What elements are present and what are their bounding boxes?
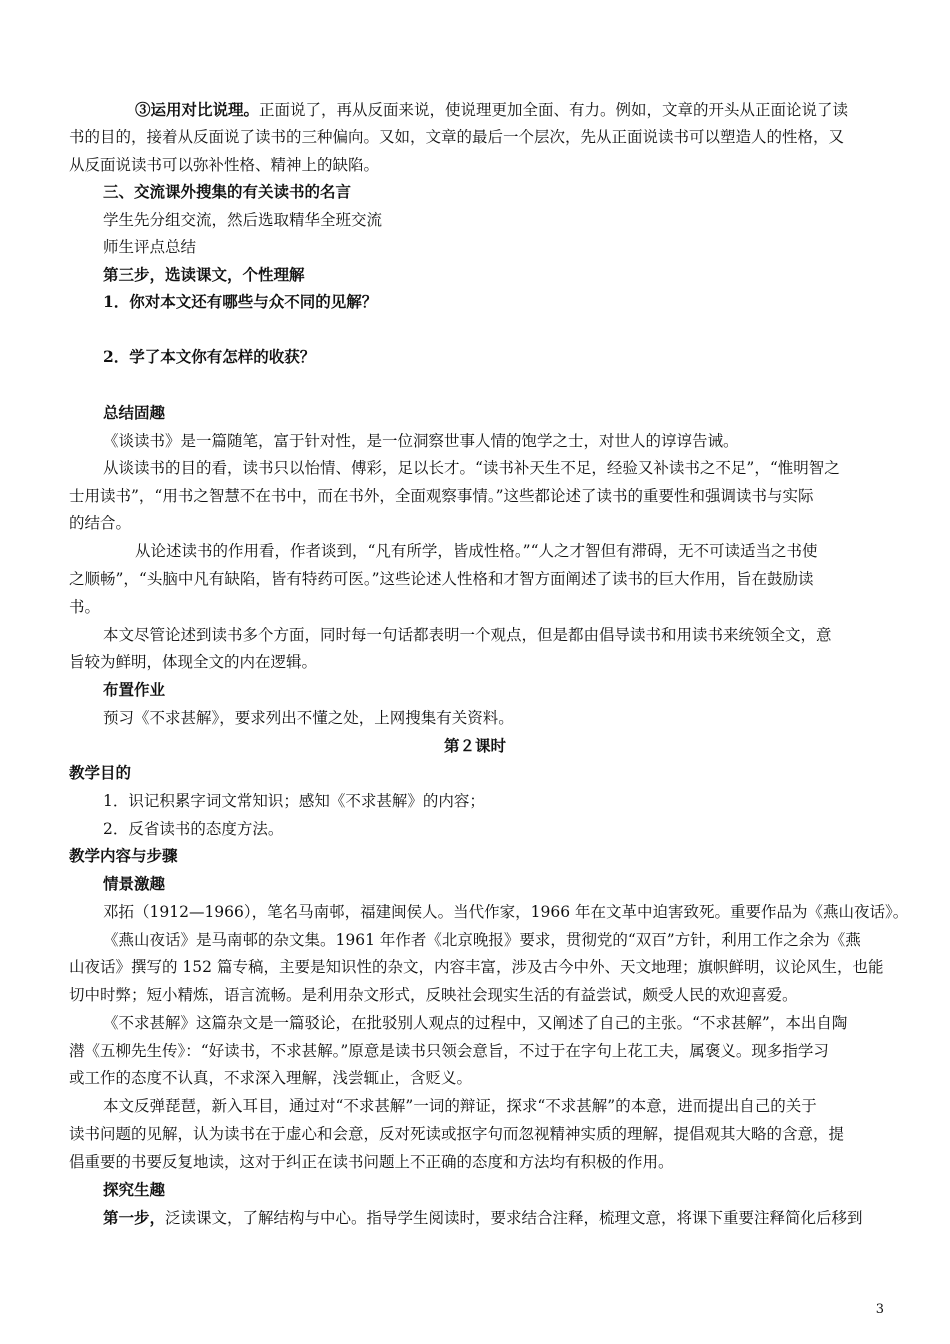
section-heading: 教学目的 [69,763,132,782]
paragraph-line: 倡重要的书要反复地读，这对于纠正在读书问题上不正确的态度和方法均有积极的作用。 [69,1153,674,1171]
page-number: 3 [875,1302,884,1317]
section-heading: 总结固趣 [103,403,166,422]
paragraph-line: 山夜话》撰写的 152 篇专稿，主要是知识性的杂文，内容丰富，涉及古今中外、天文地理；旗帜鲜明，议论风生，也能 [69,958,884,976]
inline-heading: 第一步， [103,1208,166,1227]
inline-text: 正面说了，再从反面来说，使说理更加全面、有力。例如，文章的开头从正面论说了读 [259,101,849,119]
lesson-title: 第２课时 [443,736,506,755]
paragraph-line [135,100,950,120]
paragraph-line [103,1208,923,1228]
paragraph-line: 旨较为鲜明，体现全文的内在逻辑。 [69,653,318,671]
paragraph-line: 从论述读书的作用看，作者谈到，“凡有所学，皆成性格。”“人之才智但有滞碍，无不可读适当之书使 [135,542,818,560]
section-heading: 布置作业 [103,680,166,699]
paragraph-line: 《不求甚解》这篇杂文是一篇驳论，在批驳别人观点的过程中，又阐述了自己的主张。“不求甚解”，本出自陶 [103,1014,848,1032]
paragraph-line: 预习《不求甚解》，要求列出不懂之处，上网搜集有关资料。 [103,709,514,727]
section-heading: 教学内容与步骤 [69,846,178,865]
section-heading: 第三步，选读课文，个性理解 [103,265,305,284]
paragraph-line: 书。 [69,598,101,616]
paragraph-line: 或工作的态度不认真，不求深入理解，浅尝辄止，含贬义。 [69,1069,473,1087]
section-heading: 三、交流课外搜集的有关读书的名言 [103,182,352,201]
paragraph-line: 的结合。 [69,514,132,532]
inline-text: 泛读课文，了解结构与中心。指导学生阅读时，要求结合注释，梳理文意，将课下重要注释简化后移到 [165,1209,863,1227]
paragraph-line: 师生评点总结 [103,238,197,256]
question-item: 2．学了本文你有怎样的收获？ [103,347,316,366]
paragraph-line: 本文尽管论述到读书多个方面，同时每一句话都表明一个观点，但是都由倡导读书和用读书来统领全文，意 [103,626,832,644]
paragraph-line: 潜《五柳先生传》：“好读书，不求甚解。”原意是读书只领会意旨，不过于在字句上花工夫，属褒义。现多指学习 [69,1042,829,1060]
paragraph-line: 之顺畅”，“头脑中凡有缺陷，皆有特药可医。”这些论述人性格和才智方面阐述了读书的巨大作用，旨在鼓励读 [69,570,814,588]
inline-heading: ③运用对比说理。 [135,100,260,119]
section-heading: 探究生趣 [103,1180,166,1199]
paragraph-line: 《谈读书》是一篇随笔，富于针对性，是一位洞察世事人情的饱学之士，对世人的谆谆告诫。 [103,432,739,450]
paragraph-line: 从反面说读书可以弥补性格、精神上的缺陷。 [69,156,380,174]
paragraph-line: 士用读书”，“用书之智慧不在书中，而在书外，全面观察事情。”这些都论述了读书的重要性和强调读书与实际 [69,487,814,505]
section-heading: 情景激趣 [103,874,166,893]
paragraph-line: 学生先分组交流，然后选取精华全班交流 [103,211,383,229]
paragraph-line: 《燕山夜话》是马南邨的杂文集。1961 年作者《北京晚报》要求，贯彻党的“双百”方针，利用工作之余为《燕 [103,931,861,949]
paragraph-line: 书的目的，接着从反面说了读书的三种偏向。又如，文章的最后一个层次，先从正面说读书可以塑造人的性格，又 [69,128,845,146]
paragraph-line: 邓拓（1912—1966），笔名马南邨，福建闽侯人。当代作家，1966 年在文革中迫害致死。重要作品为《燕山夜话》。 [103,903,909,921]
paragraph-line: 本文反弹琵琶，新入耳目，通过对“不求甚解”一词的辩证，探求“不求甚解”的本意，进而提出自己的关于 [103,1097,817,1115]
list-item: 2．反省读书的态度方法。 [103,820,284,838]
paragraph-line: 从谈读书的目的看，读书只以怡情、傅彩，足以长才。“读书补天生不足，经验又补读书之不足”，“惟明智之 [103,459,840,477]
question-item: 1．你对本文还有哪些与众不同的见解？ [103,292,378,311]
paragraph-line: 切中时弊；短小精炼，语言流畅。是利用杂文形式，反映社会现实生活的有益尝试，颇受人民的欢迎喜爱。 [69,986,798,1004]
list-item: 1．识记积累字词文常知识；感知《不求甚解》的内容； [103,792,485,810]
paragraph-line: 读书问题的见解，认为读书在于虚心和会意，反对死读或抠字句而忽视精神实质的理解，提倡观其大略的含意，提 [69,1125,845,1143]
